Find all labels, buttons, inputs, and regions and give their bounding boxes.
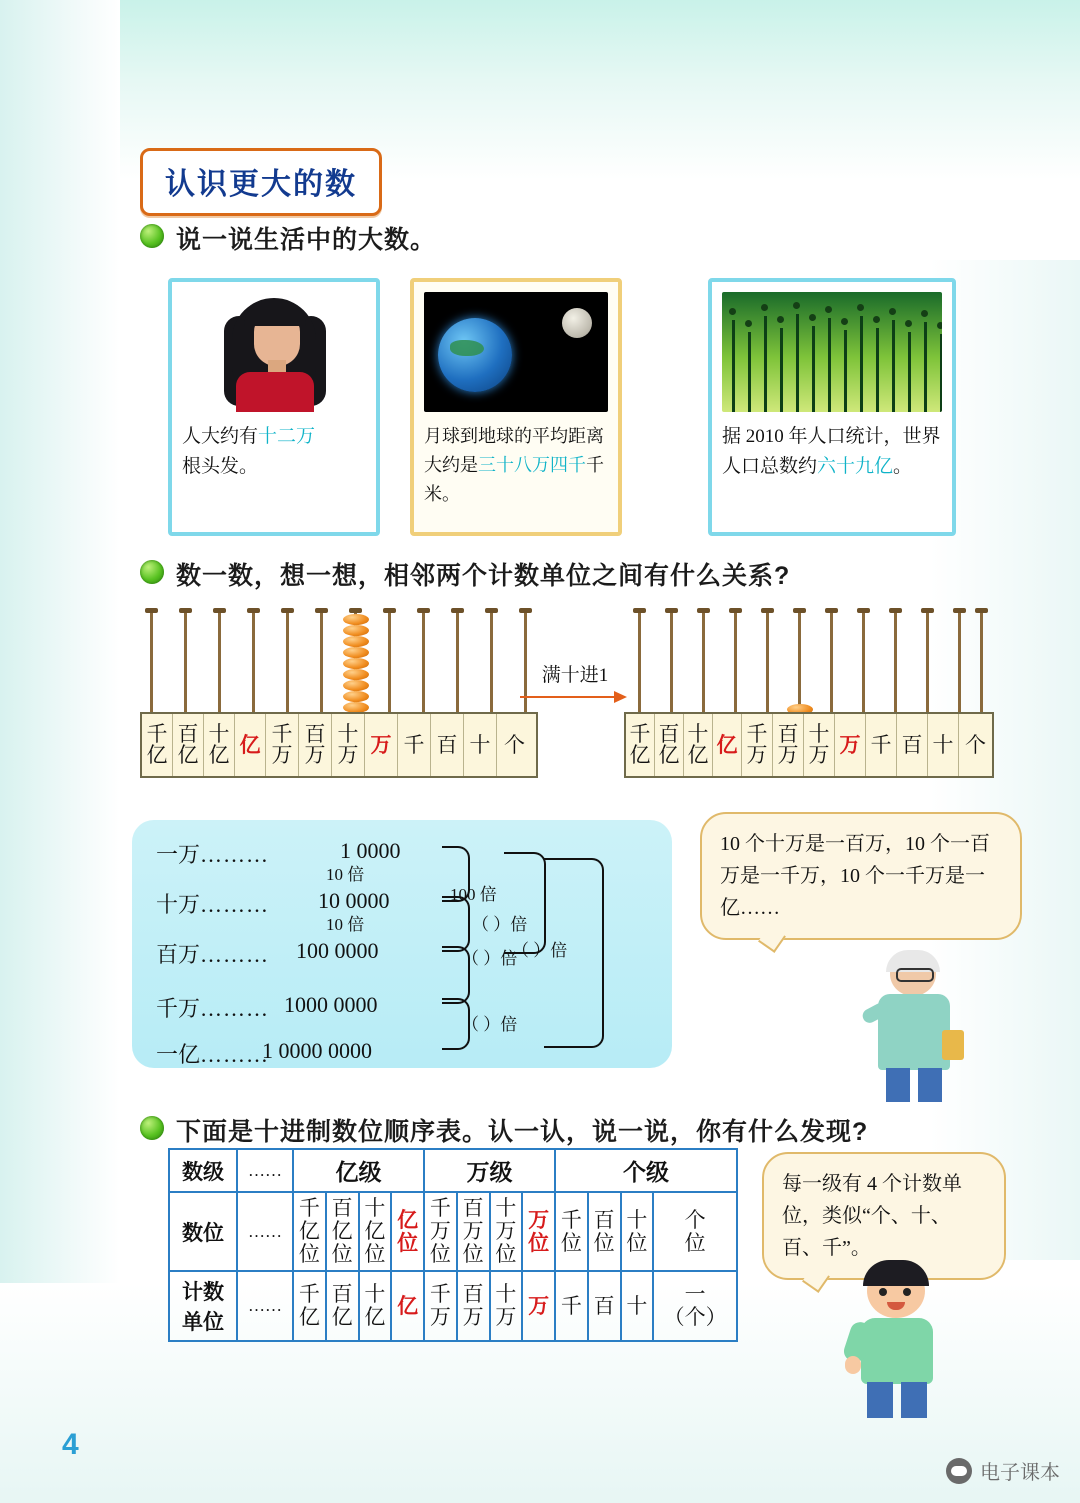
table-char: 百 <box>462 1282 484 1306</box>
digit-name-cell <box>928 714 959 776</box>
relation-name-3: 千万 <box>156 996 201 1021</box>
relation-label-2: 10 倍 <box>326 915 365 934</box>
digit-place-cell <box>424 1192 457 1271</box>
table-char: 位 <box>331 1242 353 1266</box>
relation-row-1 <box>156 888 269 919</box>
digit-name-top: 十 <box>932 732 954 757</box>
digit-name-top: 百 <box>658 722 680 746</box>
table-char: 百 <box>593 1207 615 1232</box>
digit-name-cell <box>959 714 992 776</box>
table-char: 十 <box>626 1207 648 1232</box>
relation-value-4: 1 0000 0000 <box>262 1038 372 1063</box>
counting-unit-cell <box>490 1271 523 1341</box>
digit-name-top: 个 <box>504 732 525 757</box>
place-value-table <box>168 1148 738 1342</box>
digit-name-strip-right <box>624 712 994 778</box>
caption-part-b: 根头发。 <box>182 456 259 477</box>
speech-bubble-oldman <box>700 812 1022 940</box>
digit-name-cell <box>866 714 897 776</box>
relation-label-6: （ ）倍 <box>462 1015 518 1034</box>
digit-name-bottom: 万 <box>808 743 830 767</box>
table-char: 位 <box>684 1230 706 1255</box>
digit-name-cell <box>464 714 497 776</box>
question-1: 说一说生活中的大数。 <box>176 226 437 254</box>
table-char: 亿 <box>331 1219 353 1243</box>
table-char: 万 <box>495 1219 517 1243</box>
bullet-icon-3 <box>140 1116 164 1140</box>
table-char: 万 <box>429 1305 451 1329</box>
table-char: 位 <box>429 1242 451 1266</box>
table-char: 十 <box>364 1282 386 1306</box>
row-dots: …… <box>237 1192 293 1271</box>
table-char: 千 <box>560 1207 582 1232</box>
digit-name-top: 十 <box>208 722 230 746</box>
carry-arrow <box>520 660 630 703</box>
caption-part-b: 。 <box>893 456 913 477</box>
crowd-illustration <box>722 292 942 412</box>
digit-name-bottom: 亿 <box>687 743 709 767</box>
table-char: 位 <box>495 1242 517 1266</box>
table-char: 位 <box>298 1242 320 1266</box>
boy-hand-icon <box>845 1356 861 1374</box>
digit-name-top: 万 <box>370 732 392 757</box>
table-char: 百 <box>331 1196 353 1220</box>
table-char: 位 <box>593 1230 615 1255</box>
page-title-text: 认识更大的数 <box>165 168 357 201</box>
speech-bubble-boy-text: 每一级有 4 个计数单位，类似“个、十、百、千”。 <box>782 1173 962 1259</box>
table-char: 千 <box>298 1196 320 1220</box>
digit-name-cell <box>365 714 398 776</box>
question-3: 下面是十进制数位顺序表。认一认，说一说，你有什么发现? <box>176 1118 869 1146</box>
digit-name-bottom: 万 <box>777 743 799 767</box>
digit-name-bottom: 亿 <box>208 743 230 767</box>
info-card-1 <box>168 278 380 536</box>
table-char: 位 <box>528 1230 550 1255</box>
earth-moon-illustration <box>424 292 608 412</box>
row-header-counting-unit <box>169 1271 237 1341</box>
table-char: 位 <box>364 1242 386 1266</box>
table-char: 十 <box>364 1196 386 1220</box>
table-char: 万 <box>462 1219 484 1243</box>
boy-illustration <box>845 1260 965 1420</box>
digit-place-cell <box>293 1192 326 1271</box>
relation-value-2: 100 0000 <box>296 938 379 963</box>
bullet-icon-2 <box>140 560 164 584</box>
counting-unit-cell <box>588 1271 621 1341</box>
digit-name-bottom: 万 <box>337 743 359 767</box>
info-card-1-caption <box>182 422 366 482</box>
digit-name-cell <box>173 714 204 776</box>
row-header-digit-place: 数位 <box>169 1192 237 1271</box>
table-char: 计数 <box>182 1280 224 1304</box>
relation-name-1: 十万 <box>156 892 201 917</box>
moon-icon <box>562 308 592 338</box>
table-char: 万 <box>495 1305 517 1329</box>
row-header-level: 数级 <box>169 1149 237 1192</box>
digit-name-cell <box>266 714 299 776</box>
counting-unit-cell <box>326 1271 359 1341</box>
digit-place-cell <box>522 1192 555 1271</box>
relation-label-0: 10 倍 <box>326 865 365 884</box>
boy-hair-icon <box>863 1260 929 1286</box>
table-char: 万 <box>462 1305 484 1329</box>
oldman-body-icon <box>878 994 950 1070</box>
relation-label-3: （ ）倍 <box>472 915 528 934</box>
table-char: 百 <box>593 1293 615 1318</box>
table-char: 亿 <box>397 1207 419 1232</box>
caption-part-a: 月球到地球的平均距离大约是 <box>424 426 604 475</box>
wechat-icon <box>946 1458 972 1484</box>
digit-name-cell <box>626 714 655 776</box>
digit-name-bottom: 万 <box>746 743 768 767</box>
counting-unit-cell <box>621 1271 654 1341</box>
boy-shirt-icon <box>861 1318 933 1384</box>
digit-place-cell <box>326 1192 359 1271</box>
counting-unit-cell <box>391 1271 424 1341</box>
digit-name-top: 千 <box>403 732 425 757</box>
table-char: 一 <box>684 1282 706 1306</box>
caption-highlight: 三十八万四千 <box>478 455 586 475</box>
relation-value-0: 1 0000 <box>340 838 401 863</box>
digit-name-top: 百 <box>777 722 799 746</box>
counting-unit-cell <box>293 1271 326 1341</box>
relation-label-4: （ ）倍 <box>512 941 568 960</box>
table-char: 万 <box>528 1207 550 1232</box>
digit-name-top: 亿 <box>716 732 738 757</box>
digit-name-top: 万 <box>839 732 861 757</box>
bullet-icon-1 <box>140 224 164 248</box>
table-char: 千 <box>429 1196 451 1220</box>
caption-part-a: 据 2010 年人口统计，世界人口总数约 <box>722 426 941 477</box>
table-char: 万 <box>429 1219 451 1243</box>
counting-unit-cell <box>457 1271 490 1341</box>
relation-label-1: 100 倍 <box>450 885 497 904</box>
digit-name-cell <box>431 714 464 776</box>
relation-value-3: 1000 0000 <box>284 992 378 1017</box>
table-row <box>169 1192 737 1271</box>
digit-name-top: 亿 <box>239 732 261 757</box>
digit-place-cell <box>621 1192 654 1271</box>
relation-panel <box>132 820 672 1068</box>
digit-place-cell <box>391 1192 424 1271</box>
page-number: 4 <box>62 1428 79 1461</box>
table-char: 千 <box>429 1282 451 1306</box>
table-char: 单位 <box>182 1310 224 1334</box>
digit-name-strip-left <box>140 712 538 778</box>
table-char: 万 <box>528 1293 550 1318</box>
table-char: 十 <box>495 1196 517 1220</box>
digit-name-cell <box>655 714 684 776</box>
digit-name-cell <box>684 714 713 776</box>
table-char: 个 <box>684 1207 706 1232</box>
digit-place-cell <box>653 1192 737 1271</box>
table-char: 亿 <box>298 1219 320 1243</box>
relation-value-1: 10 0000 <box>318 888 390 913</box>
digit-name-top: 十 <box>808 722 830 746</box>
shirt-icon <box>236 372 314 412</box>
digit-place-cell <box>490 1192 523 1271</box>
relation-name-0: 一万 <box>156 842 201 867</box>
digit-name-top: 百 <box>177 722 199 746</box>
digit-name-cell <box>204 714 235 776</box>
caption-highlight: 十二万 <box>258 426 316 447</box>
table-char: 位 <box>626 1230 648 1255</box>
relation-dots-4: ……… <box>200 1042 270 1067</box>
info-card-2-caption <box>424 422 608 509</box>
digit-name-cell <box>835 714 866 776</box>
boy-eye-left-icon <box>879 1288 887 1296</box>
caption-part-a: 人大约有 <box>182 426 259 447</box>
table-char: 千 <box>298 1282 320 1306</box>
digit-name-cell <box>142 714 173 776</box>
digit-place-cell <box>555 1192 588 1271</box>
digit-name-top: 十 <box>337 722 359 746</box>
table-char: 位 <box>560 1230 582 1255</box>
abacus-right-rods <box>628 608 990 718</box>
watermark <box>946 1456 1060 1485</box>
glasses-icon <box>896 968 934 982</box>
digit-name-cell <box>742 714 773 776</box>
watermark-text: 电子课本 <box>980 1462 1060 1484</box>
digit-place-cell <box>359 1192 392 1271</box>
table-char: 亿 <box>298 1305 320 1329</box>
digit-name-top: 千 <box>271 722 293 746</box>
digit-name-top: 千 <box>629 722 651 746</box>
table-char: （个） <box>663 1305 727 1329</box>
table-char: 亿 <box>364 1219 386 1243</box>
table-row <box>169 1271 737 1341</box>
boy-eye-right-icon <box>903 1288 911 1296</box>
digit-name-bottom: 万 <box>304 743 326 767</box>
table-char: 千 <box>560 1293 582 1318</box>
digit-name-cell <box>773 714 804 776</box>
relation-name-2: 百万 <box>156 942 201 967</box>
earth-icon <box>438 318 512 392</box>
digit-name-top: 十 <box>469 732 491 757</box>
table-char: 位 <box>462 1242 484 1266</box>
relation-row-0 <box>156 838 269 869</box>
level-header-2: 个级 <box>555 1149 737 1192</box>
crowd-background <box>722 292 942 412</box>
digit-place-cell <box>588 1192 621 1271</box>
page-background-left <box>0 0 120 1503</box>
relation-name-4: 一亿 <box>156 1042 201 1067</box>
speech-bubble-oldman-text: 10 个十万是一百万，10 个一百万是一千万，10 个一千万是一亿…… <box>720 833 990 919</box>
digit-name-cell <box>235 714 266 776</box>
boy-leg-right-icon <box>901 1382 927 1418</box>
table-char: 亿 <box>397 1293 419 1318</box>
digit-name-top: 十 <box>687 722 709 746</box>
digit-place-cell <box>457 1192 490 1271</box>
counting-unit-cell <box>555 1271 588 1341</box>
digit-name-top: 百 <box>436 732 458 757</box>
info-card-2 <box>410 278 622 536</box>
digit-name-top: 千 <box>746 722 768 746</box>
row-dots: …… <box>237 1271 293 1341</box>
digit-name-cell <box>299 714 332 776</box>
table-row <box>169 1149 737 1192</box>
digit-name-top: 个 <box>965 732 986 757</box>
relation-row-4 <box>156 1038 269 1069</box>
counting-unit-cell <box>359 1271 392 1341</box>
girl-illustration <box>182 292 366 412</box>
digit-name-cell <box>804 714 835 776</box>
relation-dots-0: ……… <box>200 842 270 867</box>
level-header-1: 万级 <box>424 1149 555 1192</box>
digit-name-bottom: 亿 <box>177 743 199 767</box>
digit-name-bottom: 万 <box>271 743 293 767</box>
relation-row-2 <box>156 938 269 969</box>
table-char: 十 <box>626 1293 648 1318</box>
digit-name-top: 百 <box>901 732 923 757</box>
level-header-0: 亿级 <box>293 1149 424 1192</box>
info-card-3 <box>708 278 956 536</box>
digit-name-top: 百 <box>304 722 326 746</box>
digit-name-top: 千 <box>870 732 892 757</box>
digit-name-cell <box>332 714 365 776</box>
relation-dots-1: ……… <box>200 892 270 917</box>
table-char: 位 <box>397 1230 419 1255</box>
digit-name-bottom: 亿 <box>629 743 651 767</box>
table-char: 百 <box>462 1196 484 1220</box>
digit-name-top: 千 <box>146 722 168 746</box>
oldman-leg-left-icon <box>886 1068 910 1102</box>
oldman-illustration <box>860 952 970 1102</box>
info-card-3-caption <box>722 422 942 482</box>
digit-name-bottom: 亿 <box>658 743 680 767</box>
caption-highlight: 六十九亿 <box>817 456 894 477</box>
counting-unit-cell <box>653 1271 737 1341</box>
counting-unit-cell <box>424 1271 457 1341</box>
relation-dots-2: ……… <box>200 942 270 967</box>
question-2: 数一数，想一想，相邻两个计数单位之间有什么关系? <box>176 562 791 590</box>
relation-row-3 <box>156 992 269 1023</box>
book-icon <box>942 1030 964 1060</box>
table-char: 亿 <box>364 1305 386 1329</box>
relation-label-5: （ ）倍 <box>462 949 518 968</box>
caption-part-b: 千米。 <box>424 455 604 504</box>
digit-name-cell <box>398 714 431 776</box>
table-char: 十 <box>495 1282 517 1306</box>
digit-name-cell <box>713 714 742 776</box>
counting-unit-cell <box>522 1271 555 1341</box>
carry-arrow-label: 满十进1 <box>541 665 609 686</box>
oldman-leg-right-icon <box>918 1068 942 1102</box>
row-dots: …… <box>237 1149 293 1192</box>
abacus-left-rods <box>140 608 530 718</box>
digit-name-cell <box>897 714 928 776</box>
page-title <box>140 148 382 216</box>
digit-name-cell <box>497 714 532 776</box>
boy-leg-left-icon <box>867 1382 893 1418</box>
digit-name-bottom: 亿 <box>146 743 168 767</box>
relation-dots-3: ……… <box>200 996 270 1021</box>
table-char: 百 <box>331 1282 353 1306</box>
table-char: 亿 <box>331 1305 353 1329</box>
